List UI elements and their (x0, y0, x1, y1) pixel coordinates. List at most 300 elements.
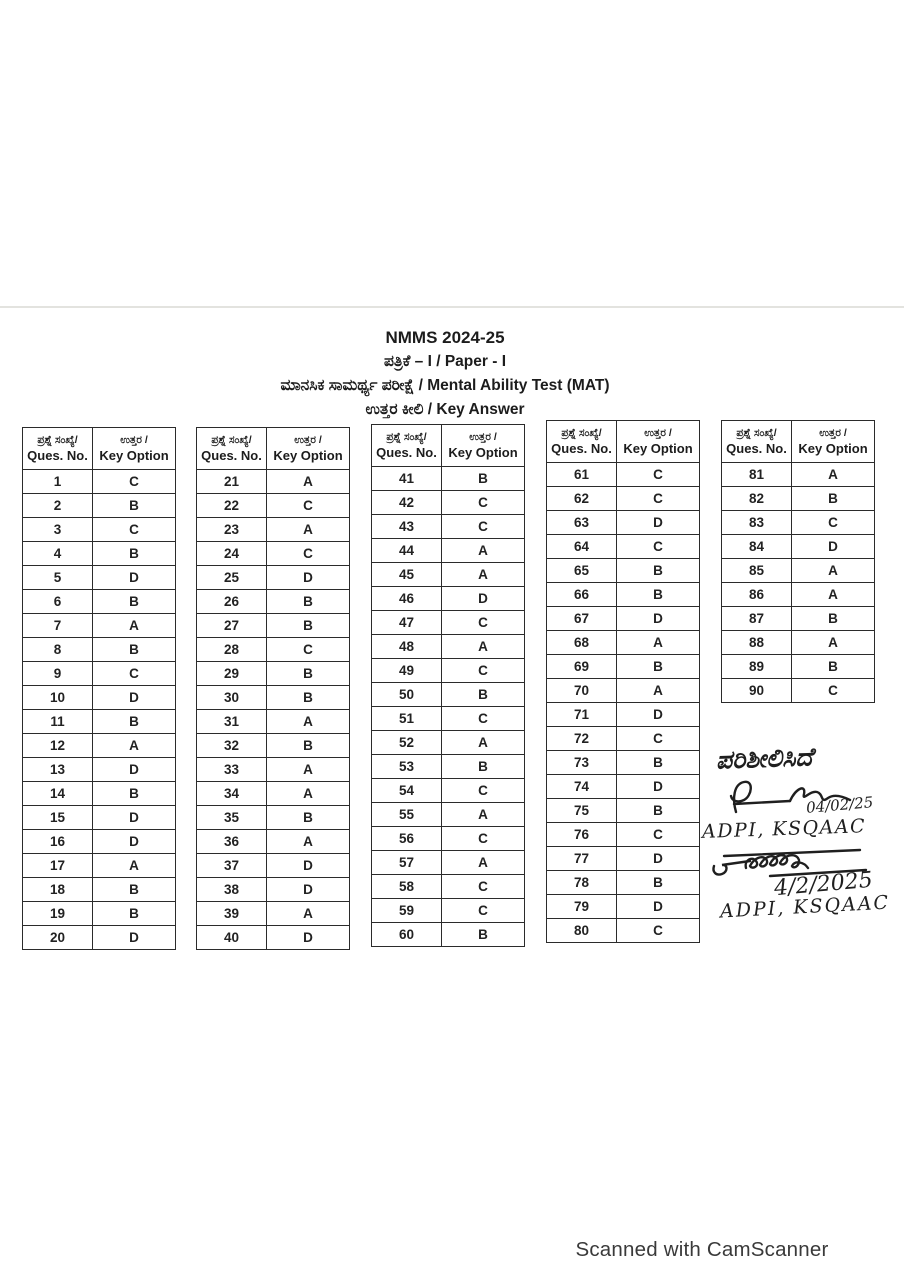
question-number-cell: 51 (372, 707, 442, 731)
table-row (547, 919, 700, 943)
key-option-cell: B (93, 638, 176, 662)
header-row (547, 421, 700, 463)
question-number-cell: 24 (197, 542, 267, 566)
question-number-header-kannada: ಪ್ರಶ್ನೆ ಸಂಖ್ಯೆ/ (561, 427, 602, 439)
key-option-cell: A (617, 631, 700, 655)
table-row (197, 518, 350, 542)
table-row (197, 470, 350, 494)
question-number-cell: 52 (372, 731, 442, 755)
key-option-cell: C (442, 827, 525, 851)
question-number-header (23, 428, 93, 470)
key-option-cell: A (617, 679, 700, 703)
key-option-cell: D (617, 703, 700, 727)
key-option-cell: A (792, 559, 875, 583)
question-number-cell: 37 (197, 854, 267, 878)
key-option-cell: D (442, 587, 525, 611)
question-number-cell: 2 (23, 494, 93, 518)
table-row (197, 614, 350, 638)
question-number-header-kannada: ಪ್ರಶ್ನೆ ಸಂಖ್ಯೆ/ (211, 434, 252, 446)
answer-table-5 (721, 420, 875, 703)
question-number-cell: 17 (23, 854, 93, 878)
key-option-cell: B (93, 590, 176, 614)
key-option-header-kannada: ಉತ್ತರ / (120, 434, 148, 446)
question-number-cell: 15 (23, 806, 93, 830)
question-number-header (722, 421, 792, 463)
question-number-header-english: Ques. No. (551, 441, 612, 456)
question-number-cell: 62 (547, 487, 617, 511)
table-row (23, 686, 176, 710)
table-row (197, 590, 350, 614)
question-number-cell: 40 (197, 926, 267, 950)
key-option-cell: B (93, 542, 176, 566)
question-number-cell: 7 (23, 614, 93, 638)
table-row (372, 827, 525, 851)
table-row (23, 566, 176, 590)
question-number-cell: 54 (372, 779, 442, 803)
key-option-cell: D (617, 775, 700, 799)
question-number-cell: 77 (547, 847, 617, 871)
table-row (23, 878, 176, 902)
question-number-cell: 75 (547, 799, 617, 823)
key-option-header-kannada: ಉತ್ತರ / (819, 427, 847, 439)
table-row (197, 638, 350, 662)
key-option-cell: D (93, 566, 176, 590)
table-row (197, 494, 350, 518)
key-option-cell: B (617, 871, 700, 895)
key-option-cell: C (617, 727, 700, 751)
table-row (372, 491, 525, 515)
key-option-header-english: Key Option (448, 445, 518, 460)
key-option-cell: B (267, 686, 350, 710)
table-row (23, 926, 176, 950)
question-number-cell: 86 (722, 583, 792, 607)
question-number-cell: 35 (197, 806, 267, 830)
key-option-cell: D (267, 566, 350, 590)
key-option-cell: C (442, 515, 525, 539)
question-number-cell: 44 (372, 539, 442, 563)
question-number-cell: 5 (23, 566, 93, 590)
key-option-cell: D (617, 895, 700, 919)
key-option-cell: A (267, 830, 350, 854)
key-option-cell: A (442, 851, 525, 875)
table-row (372, 851, 525, 875)
key-option-cell: C (617, 823, 700, 847)
header-row (197, 428, 350, 470)
question-number-cell: 64 (547, 535, 617, 559)
question-number-cell: 41 (372, 467, 442, 491)
question-number-header-english: Ques. No. (376, 445, 437, 460)
table-row (372, 803, 525, 827)
table-row (547, 655, 700, 679)
key-option-cell: B (617, 799, 700, 823)
question-number-cell: 29 (197, 662, 267, 686)
table-row (372, 539, 525, 563)
question-number-cell: 78 (547, 871, 617, 895)
key-option-cell: A (792, 583, 875, 607)
question-number-cell: 45 (372, 563, 442, 587)
table-row (547, 559, 700, 583)
table-row (23, 518, 176, 542)
question-number-header-kannada: ಪ್ರಶ್ನೆ ಸಂಖ್ಯೆ/ (386, 431, 427, 443)
key-option-header-kannada: ಉತ್ತರ / (469, 431, 497, 443)
key-option-cell: A (442, 635, 525, 659)
table-row (547, 607, 700, 631)
table-row (197, 902, 350, 926)
answer-table-1 (22, 427, 176, 950)
key-option-header-english: Key Option (798, 441, 868, 456)
table-row (547, 823, 700, 847)
table-row (372, 515, 525, 539)
table-row (197, 806, 350, 830)
header-row (23, 428, 176, 470)
key-option-cell: C (93, 518, 176, 542)
key-option-cell: D (617, 847, 700, 871)
question-number-cell: 31 (197, 710, 267, 734)
handwritten-date-1: 04/02/25 (805, 793, 875, 817)
table-row (23, 782, 176, 806)
table-row (372, 875, 525, 899)
table-row (197, 758, 350, 782)
key-option-cell: C (267, 638, 350, 662)
question-number-cell: 18 (23, 878, 93, 902)
question-number-cell: 89 (722, 655, 792, 679)
question-number-cell: 19 (23, 902, 93, 926)
table-row (547, 751, 700, 775)
table-row (722, 559, 875, 583)
question-number-cell: 90 (722, 679, 792, 703)
question-number-header-english: Ques. No. (726, 441, 787, 456)
question-number-header (372, 425, 442, 467)
key-option-header-english: Key Option (623, 441, 693, 456)
table-row (23, 494, 176, 518)
key-answer-line: ಉತ್ತರ ಕೀಲಿ / Key Answer (365, 401, 525, 418)
key-option-cell: D (93, 830, 176, 854)
table-row (547, 487, 700, 511)
question-number-cell: 74 (547, 775, 617, 799)
key-option-cell: A (267, 710, 350, 734)
key-option-header (267, 428, 350, 470)
question-number-cell: 67 (547, 607, 617, 631)
table-row (722, 679, 875, 703)
table-row (547, 511, 700, 535)
table-row (372, 635, 525, 659)
question-number-cell: 57 (372, 851, 442, 875)
paper-subtitle: ಪತ್ರಿಕೆ – I / Paper - I (383, 353, 506, 370)
key-option-cell: C (442, 611, 525, 635)
key-option-cell: B (792, 607, 875, 631)
table-row (722, 607, 875, 631)
table-row (547, 847, 700, 871)
table-row (722, 511, 875, 535)
question-number-header (197, 428, 267, 470)
question-number-cell: 16 (23, 830, 93, 854)
key-option-cell: A (792, 463, 875, 487)
key-option-cell: B (442, 755, 525, 779)
question-number-header (547, 421, 617, 463)
key-option-cell: C (93, 470, 176, 494)
table-row (547, 679, 700, 703)
question-number-cell: 58 (372, 875, 442, 899)
key-option-cell: A (267, 782, 350, 806)
table-row (372, 707, 525, 731)
question-number-cell: 26 (197, 590, 267, 614)
table-row (23, 758, 176, 782)
test-name-line: ಮಾನಸಿಕ ಸಾಮರ್ಥ್ಯ ಪರೀಕ್ಷೆ / Mental Ability Test (MAT) (280, 377, 610, 394)
question-number-cell: 80 (547, 919, 617, 943)
key-option-cell: C (267, 542, 350, 566)
key-option-cell: D (93, 758, 176, 782)
key-option-cell: D (93, 806, 176, 830)
table-row (197, 830, 350, 854)
question-number-cell: 25 (197, 566, 267, 590)
question-number-cell: 59 (372, 899, 442, 923)
question-number-cell: 81 (722, 463, 792, 487)
question-number-cell: 84 (722, 535, 792, 559)
key-option-cell: C (267, 494, 350, 518)
key-option-cell: C (792, 511, 875, 535)
question-number-cell: 28 (197, 638, 267, 662)
key-option-cell: B (93, 494, 176, 518)
table-row (197, 662, 350, 686)
header-row (372, 425, 525, 467)
key-option-cell: D (267, 878, 350, 902)
table-row (722, 631, 875, 655)
key-option-cell: C (617, 919, 700, 943)
key-option-header-kannada: ಉತ್ತರ / (294, 434, 322, 446)
table-row (23, 638, 176, 662)
question-number-cell: 34 (197, 782, 267, 806)
question-number-cell: 12 (23, 734, 93, 758)
table-row (23, 590, 176, 614)
question-number-cell: 42 (372, 491, 442, 515)
key-option-cell: A (442, 731, 525, 755)
key-option-cell: B (617, 583, 700, 607)
header-row (722, 421, 875, 463)
key-option-header (617, 421, 700, 463)
key-option-cell: A (267, 758, 350, 782)
table-row (23, 542, 176, 566)
question-number-cell: 23 (197, 518, 267, 542)
key-option-cell: B (93, 878, 176, 902)
key-option-cell: B (267, 662, 350, 686)
question-number-cell: 1 (23, 470, 93, 494)
table-row (23, 854, 176, 878)
question-number-cell: 9 (23, 662, 93, 686)
table-row (372, 731, 525, 755)
question-number-cell: 72 (547, 727, 617, 751)
key-option-cell: C (442, 899, 525, 923)
key-option-cell: B (617, 655, 700, 679)
key-option-cell: B (93, 710, 176, 734)
question-number-cell: 60 (372, 923, 442, 947)
question-number-header-kannada: ಪ್ರಶ್ನೆ ಸಂಖ್ಯೆ/ (736, 427, 777, 439)
answer-table-3 (371, 424, 525, 947)
key-option-header (792, 421, 875, 463)
key-option-cell: D (267, 926, 350, 950)
table-row (547, 775, 700, 799)
question-number-header-english: Ques. No. (201, 448, 262, 463)
table-row (372, 563, 525, 587)
key-option-cell: B (267, 614, 350, 638)
key-option-cell: C (442, 491, 525, 515)
key-option-cell: A (267, 470, 350, 494)
key-option-cell: D (267, 854, 350, 878)
question-number-header-english: Ques. No. (27, 448, 88, 463)
question-number-cell: 85 (722, 559, 792, 583)
key-option-cell: C (442, 707, 525, 731)
question-number-cell: 65 (547, 559, 617, 583)
table-row (197, 926, 350, 950)
question-number-cell: 43 (372, 515, 442, 539)
key-option-cell: D (792, 535, 875, 559)
key-option-cell: C (442, 779, 525, 803)
key-option-cell: A (442, 803, 525, 827)
key-option-cell: B (617, 559, 700, 583)
table-row (372, 683, 525, 707)
key-option-cell: B (617, 751, 700, 775)
question-number-cell: 73 (547, 751, 617, 775)
table-row (547, 703, 700, 727)
question-number-cell: 3 (23, 518, 93, 542)
key-option-cell: D (617, 511, 700, 535)
table-row (722, 535, 875, 559)
question-number-cell: 36 (197, 830, 267, 854)
table-row (23, 614, 176, 638)
question-number-cell: 70 (547, 679, 617, 703)
question-number-cell: 53 (372, 755, 442, 779)
question-number-cell: 68 (547, 631, 617, 655)
table-row (722, 583, 875, 607)
table-row (722, 463, 875, 487)
question-number-cell: 69 (547, 655, 617, 679)
table-row (197, 566, 350, 590)
handwritten-verified-note: ಪರಿಶೀಲಿಸಿದೆ (715, 742, 813, 775)
table-row (197, 710, 350, 734)
key-option-header-english: Key Option (273, 448, 343, 463)
key-option-cell: A (267, 518, 350, 542)
key-option-cell: B (267, 734, 350, 758)
table-row (23, 902, 176, 926)
question-number-cell: 79 (547, 895, 617, 919)
key-option-cell: B (93, 902, 176, 926)
question-number-cell: 76 (547, 823, 617, 847)
handwritten-date-2: 4/2/2025 (773, 867, 874, 902)
key-option-cell: D (617, 607, 700, 631)
key-option-header-kannada: ಉತ್ತರ / (644, 427, 672, 439)
question-number-cell: 14 (23, 782, 93, 806)
table-row (547, 895, 700, 919)
key-option-cell: A (442, 563, 525, 587)
question-number-cell: 38 (197, 878, 267, 902)
question-number-cell: 46 (372, 587, 442, 611)
title-block (0, 326, 890, 422)
table-row (23, 710, 176, 734)
question-number-cell: 6 (23, 590, 93, 614)
question-number-cell: 11 (23, 710, 93, 734)
table-row (197, 878, 350, 902)
table-row (23, 662, 176, 686)
camscanner-watermark: Scanned with CamScanner (575, 1238, 829, 1261)
table-row (547, 799, 700, 823)
question-number-cell: 4 (23, 542, 93, 566)
scan-fold-line (0, 306, 904, 308)
table-row (372, 659, 525, 683)
question-number-cell: 83 (722, 511, 792, 535)
question-number-cell: 10 (23, 686, 93, 710)
key-option-cell: B (792, 655, 875, 679)
question-number-cell: 63 (547, 511, 617, 535)
question-number-cell: 61 (547, 463, 617, 487)
key-option-cell: B (442, 467, 525, 491)
key-option-cell: C (617, 535, 700, 559)
question-number-cell: 33 (197, 758, 267, 782)
question-number-cell: 48 (372, 635, 442, 659)
key-option-cell: C (617, 463, 700, 487)
key-option-cell: A (792, 631, 875, 655)
key-option-cell: A (93, 734, 176, 758)
table-row (547, 583, 700, 607)
key-option-cell: C (442, 875, 525, 899)
key-option-header (93, 428, 176, 470)
key-option-cell: A (93, 614, 176, 638)
key-option-cell: D (93, 686, 176, 710)
table-row (547, 535, 700, 559)
key-option-cell: A (267, 902, 350, 926)
question-number-header-kannada: ಪ್ರಶ್ನೆ ಸಂಖ್ಯೆ/ (37, 434, 78, 446)
table-row (197, 734, 350, 758)
key-option-cell: A (442, 539, 525, 563)
table-row (197, 686, 350, 710)
table-row (547, 631, 700, 655)
table-row (23, 830, 176, 854)
question-number-cell: 32 (197, 734, 267, 758)
question-number-cell: 66 (547, 583, 617, 607)
key-option-cell: B (93, 782, 176, 806)
table-row (547, 727, 700, 751)
key-option-header-english: Key Option (99, 448, 169, 463)
question-number-cell: 30 (197, 686, 267, 710)
question-number-cell: 47 (372, 611, 442, 635)
answer-table-2 (196, 427, 350, 950)
table-row (372, 923, 525, 947)
key-option-cell: C (617, 487, 700, 511)
question-number-cell: 49 (372, 659, 442, 683)
table-row (372, 611, 525, 635)
key-option-cell: B (267, 590, 350, 614)
table-row (197, 542, 350, 566)
table-row (547, 871, 700, 895)
table-row (372, 755, 525, 779)
key-option-cell: B (267, 806, 350, 830)
table-row (23, 734, 176, 758)
question-number-cell: 39 (197, 902, 267, 926)
key-option-cell: B (792, 487, 875, 511)
table-row (722, 655, 875, 679)
handwritten-office-1: ADPI, KSQAAC (701, 815, 867, 843)
key-option-cell: A (93, 854, 176, 878)
question-number-cell: 22 (197, 494, 267, 518)
question-number-cell: 82 (722, 487, 792, 511)
key-option-cell: B (442, 923, 525, 947)
table-row (372, 779, 525, 803)
handwritten-office-2: ADPI, KSQAAC (719, 891, 891, 923)
question-number-cell: 8 (23, 638, 93, 662)
question-number-cell: 71 (547, 703, 617, 727)
table-row (23, 470, 176, 494)
answer-table-4 (546, 420, 700, 943)
question-number-cell: 13 (23, 758, 93, 782)
key-option-cell: D (93, 926, 176, 950)
